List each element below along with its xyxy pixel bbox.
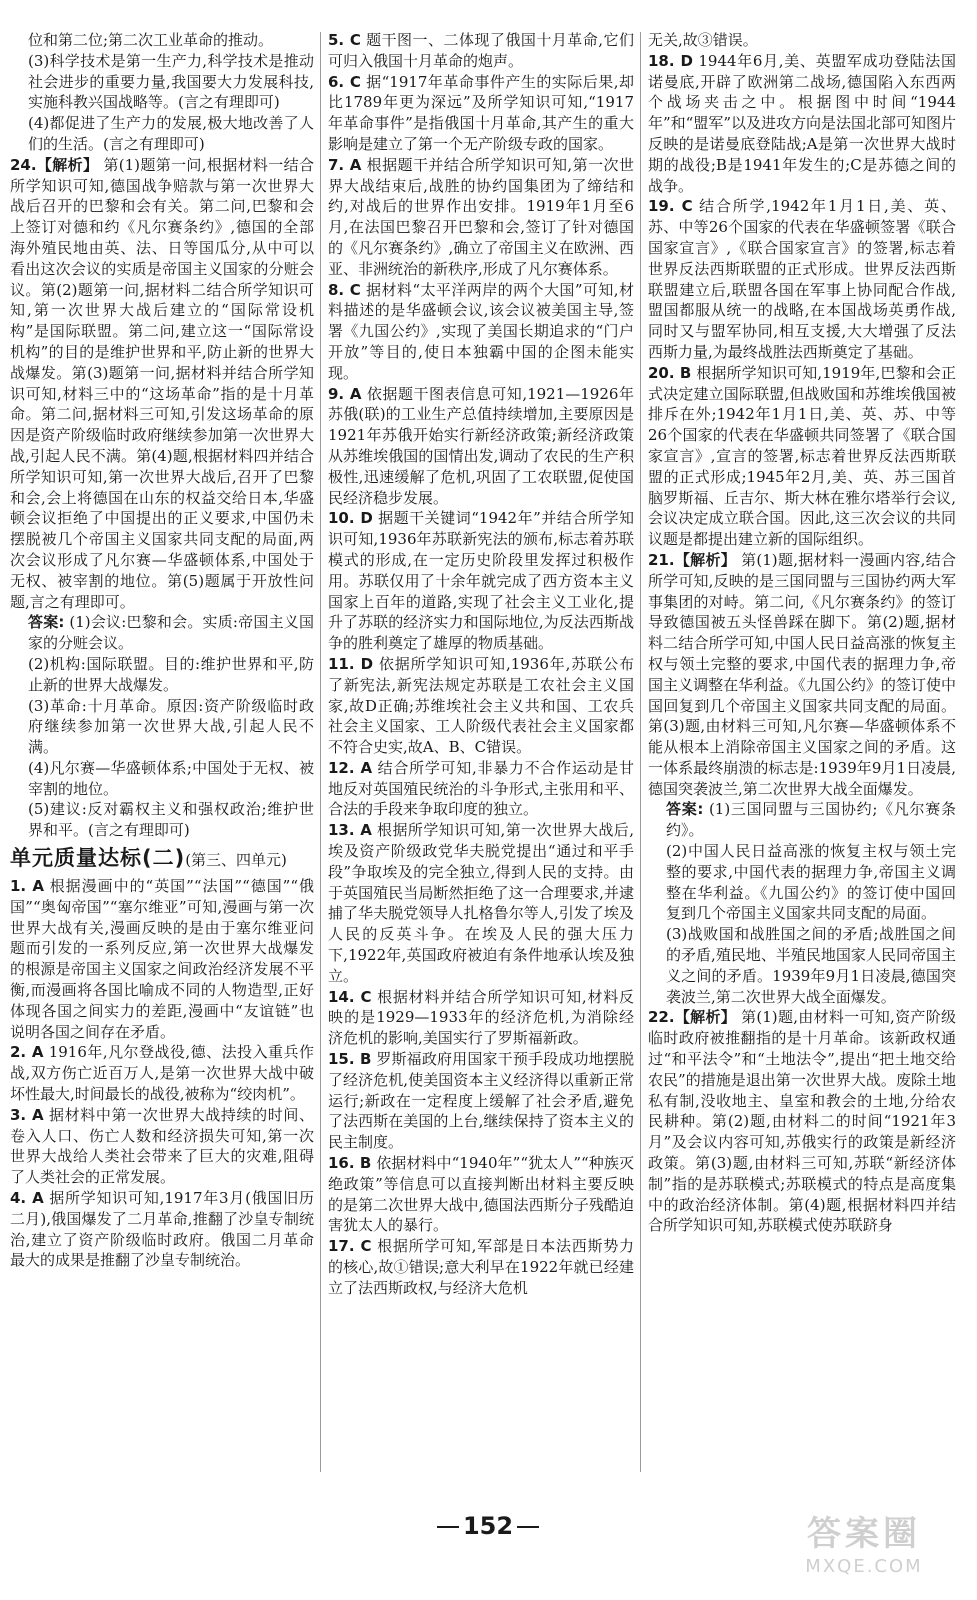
answer-item [10,612,314,654]
answer-body: 无关,故③错误。 [648,31,758,49]
question-label: 10. D [328,509,373,528]
answer-text [648,924,956,1007]
watermark-logo: 答案圈 [807,1514,921,1554]
answer-body: (1)三国同盟与三国协约;《凡尔赛条约》。 [666,800,956,840]
question-label: 21.【解析】 [648,550,737,569]
answer-item [648,1007,956,1236]
answer-item [328,1236,634,1298]
answer-item [328,987,634,1049]
watermark [769,1512,959,1592]
question-label: 14. C [328,987,372,1006]
answer-body: 据题干关键词“1942年”并结合所学知识可知,1936年苏联新宪法的颁布,标志着苏联模式的形成,在一定历史阶段里发挥过积极作用。苏联仅用了十余年就完成了西方资本主义国家上百年的道路,实现了社会主义工业化,提升了苏联的经济实力和国际地位,为反法西斯战争的胜利奠定了雄厚的物质基础。 [328,509,634,653]
answer-body: (3)科学技术是第一生产力,科学技术是推动社会进步的重要力量,我国要大力发展科技,实施科教兴国战略等。(言之有理即可) [28,51,314,112]
answer-body: 依据题干图表信息可知,1921—1926年苏俄(联)的工业生产总值持续增加,主要原因是1921年苏俄开始实行新经济政策;新经济政策从苏维埃俄国的国情出发,调动了农民的生产积极性,迅速缓解了危机,巩固了工农联盟,促使国民经济稳步发展。 [328,384,634,507]
question-label: 18. D [648,51,693,70]
question-label: 7. A [328,155,362,174]
answer-item [10,1105,314,1188]
answer-body: 根据材料并结合所学知识可知,材料反映的是1929—1933年的经济危机,为消除经济危机的影响,美国实行了罗斯福新政。 [328,987,634,1048]
question-label: 19. C [648,197,693,216]
answer-body: (3)革命:十月革命。原因:资产阶级临时政府继续参加第一次世界大战,引起人民不满。 [28,696,314,757]
column-divider [320,32,321,1472]
answer-body: (2)中国人民日益高涨的恢复主权与领土完整的要求,中国代表的据理力争,帝国主义调整在华利益。《九国公约》的签订使中国回复到几个帝国主义国家共同支配的局面。 [666,842,956,923]
answer-body: 题干图一、二体现了俄国十月革命,它们可归入俄国十月革命的炮声。 [328,31,634,70]
question-label: 16. B [328,1154,372,1173]
answer-body: 根据所学知识可知,第一次世界大战后,埃及资产阶级政党华夫脱党提出“通过和平手段”争取埃及的完全独立,得到人民的支持。由于英国殖民当局断然拒绝了这一合理要求,并逮捕了华夫脱党领导人扎格鲁尔等人,引发了埃及人民的反英斗争。在埃及人民的强大压力下,1922年,英国政府被迫有条件地承认埃及独立。 [328,821,634,985]
answer-body: 据“1917年革命事件产生的实际后果,却比1789年更为深远”及所学知识可知,“1917年革命事件”是指俄国十月革命,其产生的重大影响是建立了第一个无产阶级专政的国家。 [328,72,634,153]
question-label: 13. A [328,821,372,840]
question-label: 9. A [328,384,362,403]
answer-body: 据所学知识可知,1917年3月(俄国旧历二月),俄国爆发了二月革命,推翻了沙皇专制统治,建立了资产阶级临时政府。俄国二月革命最大的成果是推翻了沙皇专制统治。 [10,1189,314,1270]
answer-item [328,508,634,654]
column-right [648,30,956,1475]
answer-body: (1)会议:巴黎和会。实质:帝国主义国家的分赃会议。 [28,613,314,653]
answer-item [328,820,634,986]
answer-body: 结合所学,1942年1月1日,美、英、苏、中等26个国家的代表在华盛顿签署《联合国家宣言》,《联合国家宣言》的签署,标志着世界反法西斯联盟的正式形成。世界反法西斯联盟建立后,联盟各国在军事上协同配合作战,盟国都服从统一的战略,在本国战场英勇作战,同时又与盟军协同,相互支援,大大增强了反法西斯力量,为最终战胜法西斯奠定了基础。 [648,197,956,361]
question-label: 12. A [328,758,373,777]
answer-body: (4)凡尔赛—华盛顿体系;中国处于无权、被宰割的地位。 [28,758,314,798]
answer-body: (4)都促进了生产力的发展,极大地改善了人们的生活。(言之有理即可) [28,114,314,153]
question-label: 答案: [28,613,65,632]
answer-text [10,113,314,155]
answer-item [10,155,314,613]
answer-item [328,654,634,758]
answer-body: (5)建议:反对霸权主义和强权政治;维护世界和平。(言之有理即可) [28,800,314,840]
answer-body: 依据材料中“1940年”“犹太人”“种族灭绝政策”等信息可以直接判断出材料主要反映的是第二次世界大战中,德国法西斯分子残酷迫害犹太人的暴行。 [328,1154,634,1235]
answer-item [648,799,956,841]
answer-body: 第(1)题,据材料一漫画内容,结合所学可知,反映的是三国同盟与三国协约两大军事集团的对峙。第二问,《凡尔赛条约》的签订导致德国被五头怪兽踩在脚下。第(2)题,据材料二结合所学可知,中国人民日益高涨的恢复主权与领土完整的要求,中国代表的据理力争,帝国主义调整在华利益。《九国公约》的签订使中国回复到几个帝国主义国家共同支配的局面。第(3)题,由材料三可知,凡尔赛—华盛顿体系不能从根本上消除帝国主义国家之间的矛盾。这一体系最终崩溃的标志是:1939年9月1日凌晨,德国突袭波兰,第二次世界大战全面爆发。 [648,550,956,798]
answer-item [328,72,634,155]
answer-body: (3)战败国和战胜国之间的矛盾;战胜国之间的矛盾,殖民地、半殖民地国家人民同帝国主义之间的矛盾。1939年9月1日凌晨,德国突袭波兰,第二次世界大战全面爆发。 [666,925,956,1006]
answer-item [10,1188,314,1271]
question-label: 24.【解析】 [10,155,99,174]
answer-body: 第(1)题,由材料一可知,资产阶级临时政府被推翻指的是十月革命。该新政权通过“和平法令”和“土地法令”,提出“把土地交给农民”的措施是退出第一次世界大战。废除土地私有制,没收地主、皇室和教会的土地,分给农民耕种。第(2)题,由材料二的时间“1921年3月”及会议内容可知,苏俄实行的政策是新经济政策。第(3)题,由材料三可知,苏联“新经济体制”指的是苏联模式;苏联模式的特点是高度集中的政治经济体制。第(4)题,根据材料四并结合所学知识可知,苏联模式使苏联跻身 [648,1008,956,1235]
question-label: 15. B [328,1050,372,1069]
answer-item [328,30,634,72]
question-label: 答案: [666,800,704,819]
answer-text [10,30,314,51]
question-label: 5. C [328,31,361,49]
answer-text [10,696,314,758]
answer-item [328,1049,634,1153]
answer-body: 依据所学知识可知,1936年,苏联公布了新宪法,新宪法规定苏联是工农社会主义国家,故D正确;苏维埃社会主义共和国、工农兵社会主义国家、工人阶级代表社会主义国家都不符合史实,故A、B、C错误。 [328,654,634,757]
answer-item [10,1042,314,1104]
question-label: 1. A [10,877,44,896]
answer-body: 据材料中第一次世界大战持续的时间、卷入人口、伤亡人数和经济损失可知,第一次世界大战给人类社会带来了巨大的灾难,阻碍了人类社会的正常发展。 [10,1105,314,1187]
question-label: 6. C [328,72,361,91]
column-middle [328,30,634,1475]
question-label: 8. C [328,280,361,299]
answer-body: 根据所学知识可知,1919年,巴黎和会正式决定建立国际联盟,但战败国和苏维埃俄国被排斥在外;1942年1月1日,美、英、苏、中等26个国家的代表在华盛顿共同签署了《联合国家宣言》,宣言的签署,标志着世界反法西斯联盟的正式形成;1945年2月,美、英、苏三国首脑罗斯福、丘吉尔、斯大林在雅尔塔举行会议,会议决定成立联合国。因此,这三次会议的共同议题是都提出建立新的国际组织。 [648,363,956,549]
answer-body: 位和第二位;第二次工业革命的推动。 [28,31,274,49]
answer-text [10,758,314,800]
answer-item [10,876,314,1042]
answer-text [648,841,956,924]
page-number-dash [437,1526,459,1528]
question-label: 3. A [10,1105,44,1124]
answer-text [10,799,314,841]
answer-text [10,654,314,696]
question-label: 11. D [328,654,374,673]
answer-item [328,758,634,820]
watermark-url: MXQE.COM [805,1556,923,1577]
page-number-text: 152 [462,1512,514,1540]
answer-text [10,51,314,113]
answer-item [648,363,956,550]
answer-body: 根据所学可知,军部是日本法西斯势力的核心,故①错误;意大利早在1922年就已经建立了法西斯政权,与经济大危机 [328,1237,634,1297]
section-title-main: 单元质量达标(二) [10,846,186,871]
column-divider [640,32,641,1472]
answer-body: 1916年,凡尔登战役,德、法投入重兵作战,双方伤亡近百万人,是第一次世界大战中破坏性最大,时间最长的战役,被称为“绞肉机”。 [10,1043,314,1104]
question-label: 22.【解析】 [648,1008,737,1027]
page-number-dash [517,1526,539,1528]
answer-item [328,155,634,280]
answer-body: 第(1)题第一问,根据材料一结合所学知识可知,德国战争赔款与第一次世界大战后召开的巴黎和会有关。第二问,巴黎和会上签订对德和约《凡尔赛条约》,德国的全部海外殖民地由英、法、日等国瓜分,从中可以看出这次会议的实质是帝国主义国家的分赃会议。第(2)题第一问,据材料二结合所学知识可知,第一次世界大战后建立的“国际常设机构”是国际联盟。第二问,建立这一“国际常设机构”的目的是维护世界和平,防止新的世界大战爆发。第(3)题第一问,据材料并结合所学知识可知,材料三中的“这场革命”指的是十月革命。第二问,据材料三可知,引发这场革命的原因是资产阶级临时政府继续参加第一次世界大战,引起人民不满。第(4)题,根据材料四并结合所学知识可知,第一次世界大战后,召开了巴黎和会,会上将德国在山东的权益交给日本,华盛顿会议拒绝了中国提出的正义要求,中国仍未摆脱被几个帝国主义国家共同支配的局面,两次会议形成了凡尔赛—华盛顿体系,中国处于无权、被宰割的地位。第(5)题属于开放性问题,言之有理即可。 [10,155,314,611]
question-label: 17. C [328,1237,372,1256]
section-title-sub: (第三、四单元) [185,851,287,870]
answer-text [648,30,956,51]
question-label: 20. B [648,363,692,382]
question-label: 2. A [10,1043,44,1062]
answer-item [328,384,634,509]
answer-item [328,280,634,384]
answer-body: 根据漫画中的“英国”“法国”“德国”“俄国”“奥匈帝国”“塞尔维亚”可知,漫画与第一次世界大战有关,漫画反映的是由于塞尔维亚问题而引发的一系列反应,第一次世界大战爆发的根源是帝国主义国家之间政治经济发展不平衡,而漫画将各国比喻成不同的人物造型,正好体现各国之间实力的差距,漫画中“友谊链”也说明各国之间存在矛盾。 [10,877,314,1041]
answer-body: 结合所学可知,非暴力不合作运动是甘地反对英国殖民统治的斗争形式,主张用和平、合法的手段来争取印度的独立。 [328,758,634,819]
column-left [10,30,314,1475]
answer-body: 根据题干并结合所学知识可知,第一次世界大战结束后,战胜的协约国集团为了缔结和约,对战后的世界作出安排。1919年1月至6月,在法国巴黎召开巴黎和会,签订了针对德国的《凡尔赛条约》,确立了帝国主义在欧洲、西亚、非洲统治的新秩序,形成了凡尔赛体系。 [328,155,634,278]
answer-item [328,1153,634,1236]
page-number [428,1512,548,1540]
answer-body: 罗斯福政府用国家干预手段成功地摆脱了经济危机,使美国资本主义经济得以重新正常运行;新政在一定程度上缓解了社会矛盾,避免了法西斯在美国的上台,继续保持了资本主义的民主制度。 [328,1050,634,1152]
answer-item [648,51,956,197]
answer-body: 1944年6月,美、英盟军成功登陆法国诺曼底,开辟了欧洲第二战场,德国陷入东西两个战场夹击之中。根据图中时间“1944年”和“盟军”以及进攻方向是法国北部可知图片反映的是诺曼底登陆战;A是第一次世界大战时期的战役;B是1941年发生的;C是苏德之间的战争。 [648,51,956,195]
answer-item [648,196,956,362]
question-label: 4. A [10,1189,44,1208]
answer-body: 据材料“太平洋两岸的两个大国”可知,材料描述的是华盛顿会议,该会议被美国主导,签署《九国公约》,实现了美国长期追求的“门户开放”等目的,使日本独霸中国的企图未能实现。 [328,280,634,382]
answer-item [648,550,956,800]
answer-body: (2)机构:国际联盟。目的:维护世界和平,防止新的世界大战爆发。 [28,654,314,694]
section-title [10,844,314,874]
